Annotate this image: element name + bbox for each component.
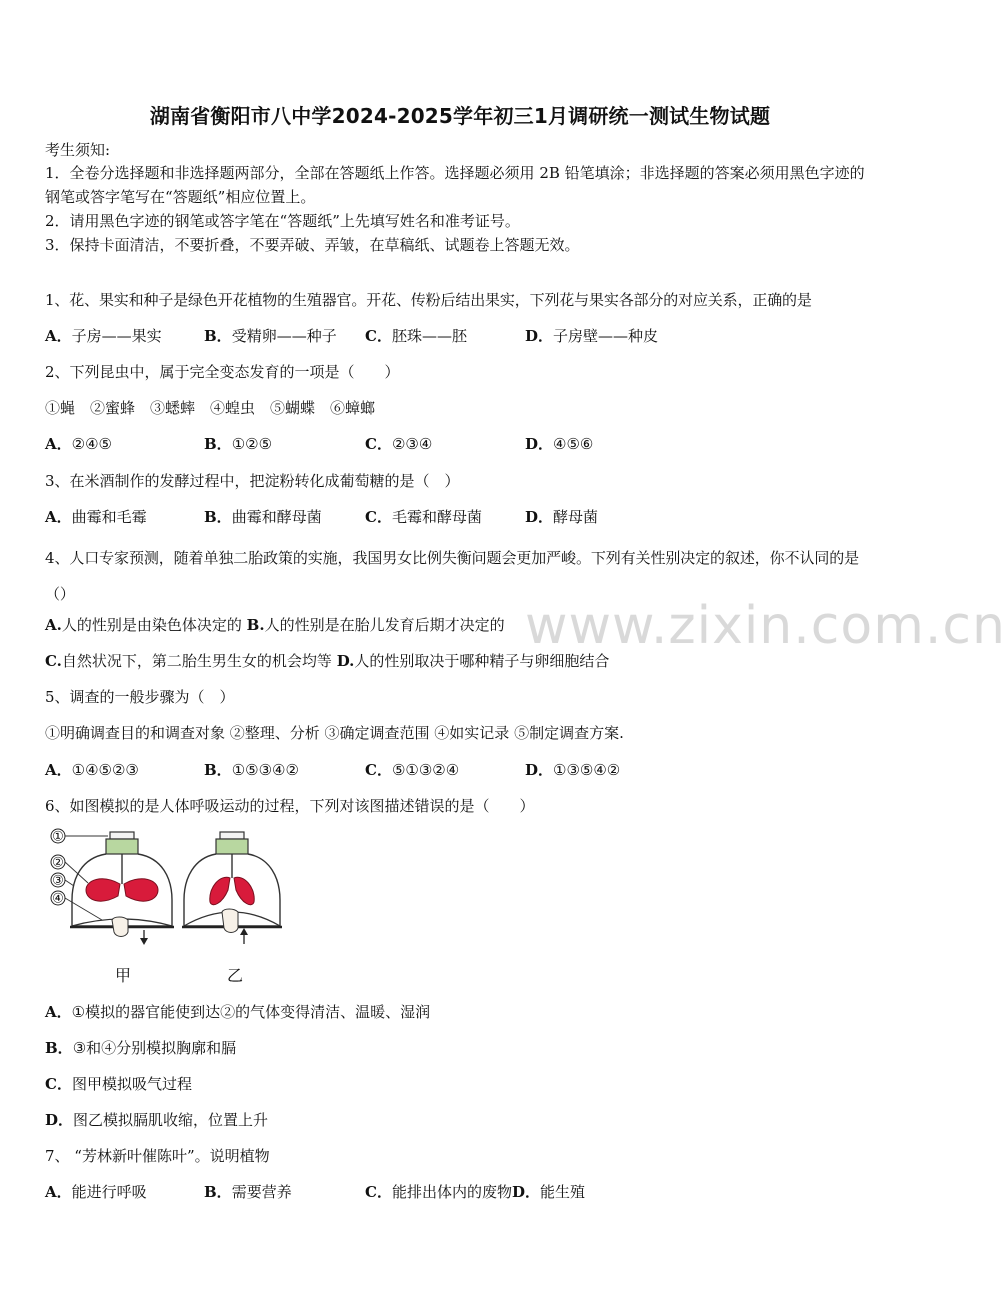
q1-option-b[interactable] [204, 325, 337, 346]
q3-option-d[interactable] [525, 506, 598, 527]
option-label: C． [365, 327, 392, 345]
option-text: 人的性别是在胎儿发育后期才决定的 [264, 616, 505, 634]
q4-option-d[interactable] [337, 652, 610, 670]
option-text: 曲霉和酵母菌 [231, 508, 322, 526]
markers [51, 829, 108, 920]
option-text: 图乙模拟膈肌收缩，位置上升 [73, 1111, 269, 1129]
q7-option-d[interactable]: 能生殖 [539, 1183, 585, 1201]
option-label: C． [45, 1075, 72, 1093]
option-label: A． [45, 761, 72, 779]
q3-option-a[interactable] [45, 506, 147, 527]
marker-3: ③ [52, 873, 64, 889]
option-label: A． [45, 1003, 72, 1021]
notice-item-2: 2．请用黑色字迹的钢笔或答字笔在“答题纸”上先填写姓名和准考证号。 [45, 212, 520, 230]
option-text: 受精卵——种子 [231, 327, 337, 345]
q4-option-b[interactable] [247, 616, 505, 634]
option-label: B． [204, 327, 232, 345]
option-text: ⑤①③②④ [391, 761, 460, 779]
option-text: 自然状况下，第二胎生男生女的机会均等 [61, 652, 332, 670]
option-label: B． [204, 435, 232, 453]
q5-option-b[interactable] [204, 759, 299, 780]
option-text: 胚珠——胚 [391, 327, 467, 345]
option-label: B. [246, 616, 265, 634]
option-text: ①模拟的器官能使到达②的气体变得清洁、温暖、湿润 [71, 1003, 431, 1021]
q2-option-d[interactable] [525, 433, 593, 454]
q2-option-c[interactable] [365, 433, 432, 454]
q5-items: ①明确调查目的和调查对象 ②整理、分析 ③确定调查范围 ④如实记录 ⑤制定调查方案. [45, 724, 624, 742]
option-label: B． [204, 761, 232, 779]
option-text: 子房壁——种皮 [553, 327, 659, 345]
q1-stem: 1、花、果实和种子是绿色开花植物的生殖器官。开花、传粉后结出果实，下列花与果实各部分的对应关系，正确的是 [45, 291, 812, 309]
q5-option-d[interactable] [525, 759, 620, 780]
q7-option-c[interactable] [365, 1181, 585, 1202]
option-text: 人的性别取决于哪种精子与卵细胞结合 [354, 652, 610, 670]
bell-jar-right-diagram [178, 828, 288, 946]
q4-option-row-2 [45, 650, 609, 671]
option-label: A． [45, 327, 72, 345]
option-label: C． [365, 1183, 392, 1201]
q6-option-a[interactable] [45, 1001, 430, 1022]
option-label: D． [525, 327, 554, 345]
marker-1: ① [52, 829, 64, 845]
option-text: ①③⑤④② [553, 761, 621, 779]
option-text: 能进行呼吸 [71, 1183, 147, 1201]
option-label: B． [204, 1183, 232, 1201]
notice-item-1: 1．全卷分选择题和非选择题两部分，全部在答题纸上作答。选择题必须用 2B 铅笔填涂；非选择题的答案必须用黑色字迹的钢笔或答字笔写在“答题纸”相应位置上。 [45, 164, 865, 206]
q2-stem: 2、下列昆虫中，属于完全变态发育的一项是（ ） [45, 363, 400, 381]
q7-option-b[interactable] [204, 1181, 292, 1202]
option-text: 曲霉和毛霉 [71, 508, 147, 526]
option-label: A． [45, 508, 72, 526]
q5-stem: 5、调查的一般步骤为（ ） [45, 688, 235, 706]
option-label: D． [525, 508, 554, 526]
q4-option-c[interactable] [45, 652, 332, 670]
q2-option-a[interactable] [45, 433, 112, 454]
option-label: C. [45, 652, 62, 670]
q6-option-d[interactable] [45, 1109, 268, 1130]
option-text: 能排出体内的废物 [391, 1183, 512, 1201]
q3-stem: 3、在米酒制作的发酵过程中，把淀粉转化成葡萄糖的是（ ） [45, 472, 460, 490]
watermark: www.zixin.com.cn [525, 596, 1006, 656]
bell-jar-right-figure [178, 828, 288, 950]
q7-option-a[interactable] [45, 1181, 147, 1202]
option-text: 酵母菌 [553, 508, 599, 526]
q2-items: ①蝇 ②蜜蜂 ③蟋蟀 ④蝗虫 ⑤蝴蝶 ⑥蟑螂 [45, 399, 376, 417]
q4-option-a[interactable] [45, 616, 242, 634]
figure-caption-yi: 乙 [227, 966, 244, 985]
q7-stem: 7、 “芳林新叶催陈叶”。说明植物 [45, 1147, 270, 1165]
marker-4: ④ [52, 891, 64, 907]
q1-option-c[interactable] [365, 325, 467, 346]
q2-option-b[interactable] [204, 433, 272, 454]
option-label: D． [525, 761, 554, 779]
q4-option-row-1 [45, 614, 505, 635]
q3-option-b[interactable] [204, 506, 322, 527]
option-label[interactable]: D． [511, 1183, 540, 1201]
q6-option-b[interactable] [45, 1037, 236, 1058]
q1-option-a[interactable] [45, 325, 162, 346]
marker-2: ② [52, 855, 64, 871]
option-text: ③和④分别模拟胸廓和膈 [72, 1039, 237, 1057]
option-text: ①④⑤②③ [71, 761, 139, 779]
option-label: A． [45, 1183, 72, 1201]
option-label: D． [45, 1111, 74, 1129]
option-text: 需要营养 [231, 1183, 292, 1201]
option-label: C． [365, 435, 392, 453]
option-label: B． [45, 1039, 73, 1057]
q3-option-c[interactable] [365, 506, 482, 527]
option-text: ①⑤③④② [231, 761, 299, 779]
option-text: ④⑤⑥ [553, 435, 594, 453]
q6-stem: 6、如图模拟的是人体呼吸运动的过程，下列对该图描述错误的是（ ） [45, 797, 535, 815]
page-title: 湖南省衡阳市八中学2024-2025学年初三1月调研统一测试生物试题 [149, 104, 771, 128]
q5-option-c[interactable] [365, 759, 459, 780]
option-text: 子房——果实 [71, 327, 162, 345]
option-text: 人的性别是由染色体决定的 [61, 616, 242, 634]
q5-option-a[interactable] [45, 759, 139, 780]
option-label: A． [45, 435, 72, 453]
q1-option-d[interactable] [525, 325, 658, 346]
bell-jar-left [70, 832, 174, 945]
figure-caption-jia: 甲 [115, 966, 132, 985]
option-text: ①②⑤ [231, 435, 273, 453]
option-label: A. [45, 616, 62, 634]
option-label: C． [365, 761, 392, 779]
q6-option-c[interactable] [45, 1073, 192, 1094]
notice-item-3: 3．保持卡面清洁，不要折叠，不要弄破、弄皱，在草稿纸、试题卷上答题无效。 [45, 236, 580, 254]
option-text: ②③④ [391, 435, 433, 453]
option-label: D． [525, 435, 554, 453]
option-text: 图甲模拟吸气过程 [71, 1075, 192, 1093]
q4-stem: 4、人口专家预测，随着单独二胎政策的实施，我国男女比例失衡问题会更加严峻。下列有关性别决定的叙述，你不认同的是（） [45, 549, 860, 603]
option-label: B． [204, 508, 232, 526]
notice-heading: 考生须知: [45, 141, 111, 159]
option-text: ②④⑤ [71, 435, 112, 453]
option-label: C． [365, 508, 392, 526]
option-label: D. [336, 652, 355, 670]
option-text: 毛霉和酵母菌 [391, 508, 482, 526]
